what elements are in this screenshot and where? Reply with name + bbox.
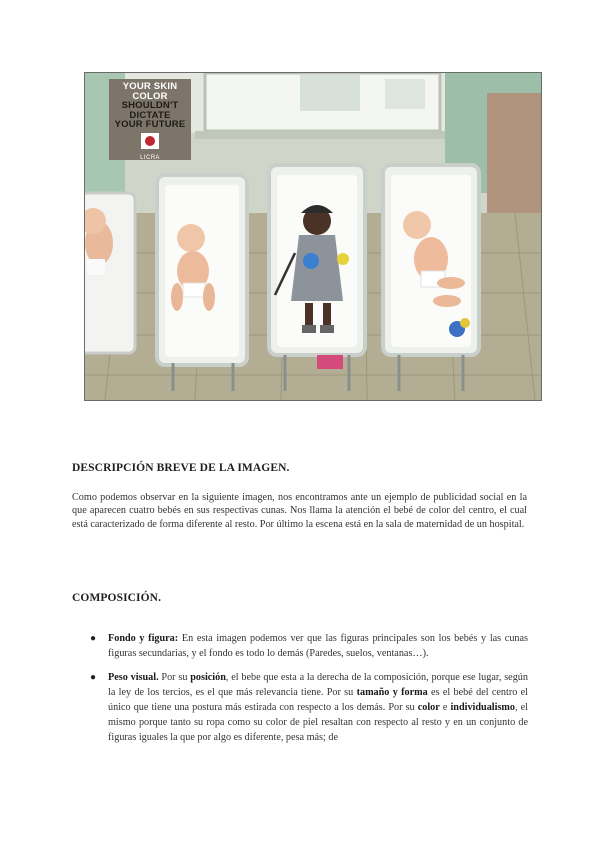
ad-slogan-line: DICTATE [129,109,171,121]
ad-slogan-line: YOUR FUTURE [114,119,186,130]
maternity-ward-photo [84,72,542,401]
item-emphasis: posición [190,672,226,683]
ad-slogan-line: SHOULDN'T [121,100,179,111]
description-paragraph: Como podemos observar en la siguiente imagen, nos encontramos ante un ejemplo de publicidad social en la que aparecen cuatro bebés en sus respectivas cunas. Nos llama la atención el bebé de color del centro, el cual está caracterizado de forma diferente al resto. Por último la escena está en la sala de maternidad de un hospital. [72,492,527,530]
list-item [90,631,528,661]
item-emphasis: individualismo [450,702,516,713]
licra-logo-icon [141,133,159,149]
ad-slogan-line: YOUR SKIN [122,81,178,92]
bullet-icon: ● [90,633,97,644]
section-heading-composition: COMPOSICIÓN. [72,592,162,604]
ad-slogan-panel [109,79,191,160]
section-heading-description: DESCRIPCIÓN BREVE DE LA IMAGEN. [72,462,290,474]
item-text: , el bebe que esta a la derecha de la composición, porque ese lugar, según la ley de los tercios, es el que más relevancia tiene. Por su [108,672,528,698]
item-text: Por su [158,672,191,683]
composition-list [90,631,528,754]
item-term: Fondo y figura: [108,633,179,644]
bullet-icon: ● [90,672,97,683]
item-term: Peso visual. [108,672,159,683]
item-emphasis: color [417,702,440,713]
item-text: En esta imagen podemos ver que las figuras principales son los bebés y las cunas figuras secundarias, y el fondo es todo lo demás (Paredes, suelos, ventanas…). [108,633,528,659]
item-text: es el bebé del centro el único que tiene una postura más estirada con respecto a los demás. Por su [108,687,528,713]
ad-brand-name: LICRA [140,154,160,161]
list-item [90,670,528,745]
item-emphasis: tamaño y forma [356,687,428,698]
ad-slogan-line: COLOR [132,90,168,102]
item-text: e [439,702,451,713]
item-text: , el mismo porque tanto su ropa como su color de piel resaltan con respecto al resto y en un conjunto de figuras iguales la que por algo es diferente, pesa más; de [108,702,528,743]
